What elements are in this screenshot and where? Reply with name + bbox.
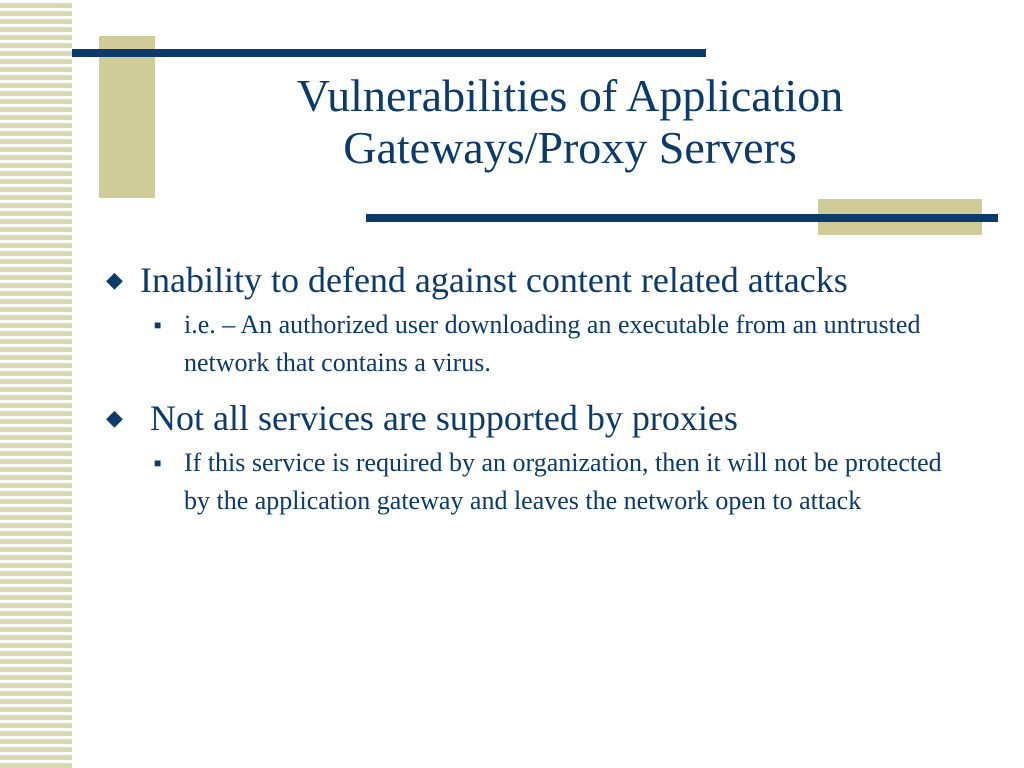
bullet-text: Not all services are supported by proxies [150,398,738,438]
sub-bullet-item [100,306,964,382]
diamond-bullet-icon: ◆ [106,405,123,430]
title-line-2: Gateways/Proxy Servers [343,122,797,173]
bullet-item [100,396,980,440]
slide-title [200,70,940,174]
navy-accent-line-bottom [366,214,998,222]
tan-accent-block-top [99,36,155,198]
title-line-1: Vulnerabilities of Application [296,70,844,121]
bullet-text: Inability to defend against content related attacks [140,260,848,300]
striped-margin-decoration [0,0,72,768]
slide-content [100,258,980,520]
sub-bullet-text: i.e. – An authorized user downloading an executable from an untrusted network that contains a virus. [184,310,921,377]
diamond-bullet-icon: ◆ [106,267,123,292]
sub-bullet-text: If this service is required by an organization, then it will not be protected by the application gateway and leaves the network open to attack [184,448,942,515]
square-bullet-icon: ■ [154,456,162,470]
sub-bullet-item [100,444,964,520]
navy-accent-line-top [72,49,706,57]
square-bullet-icon: ■ [154,318,162,332]
bullet-item [100,258,980,302]
